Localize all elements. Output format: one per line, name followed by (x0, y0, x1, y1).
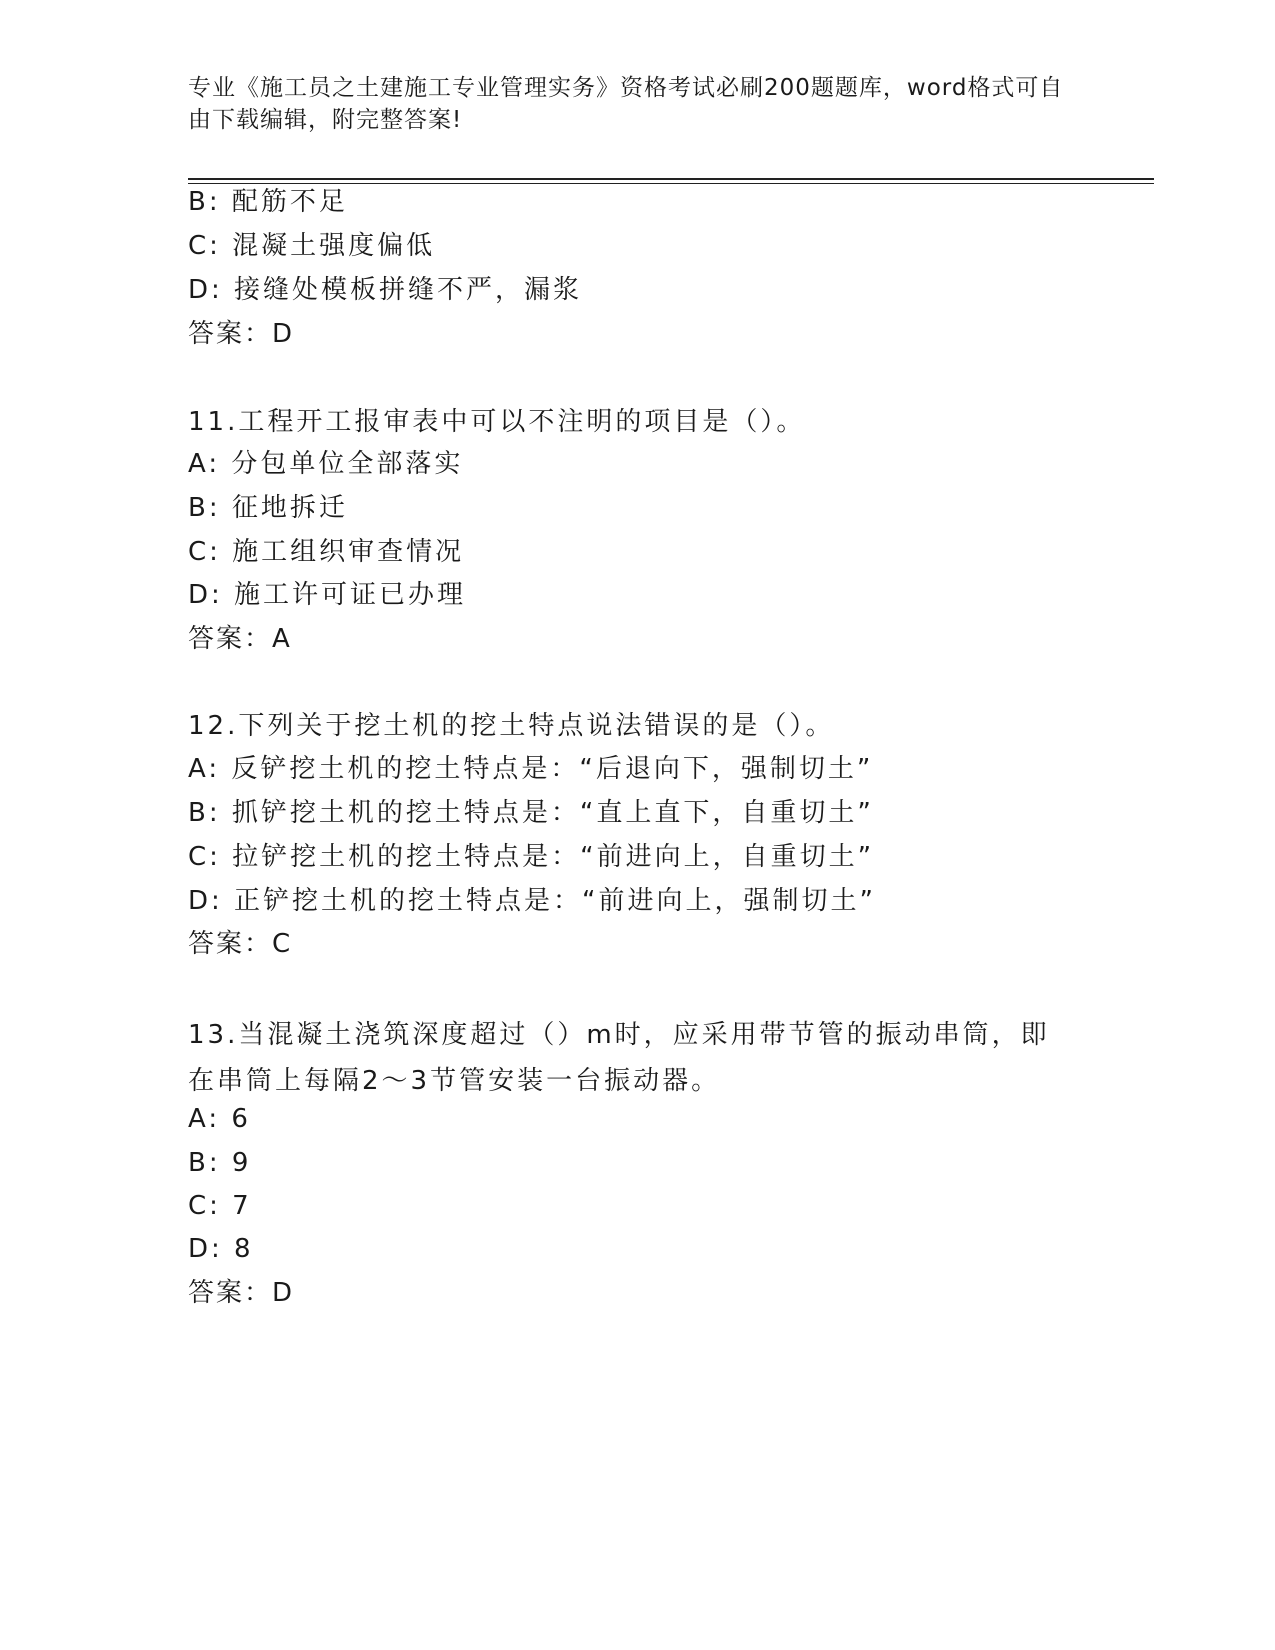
q13-option-b: B: 9 (188, 1148, 252, 1178)
q13-question: 13.当混凝土浇筑深度超过（）m时，应采用带节管的振动串筒，即在串筒上每隔2～3节管安装一台振动器。 (188, 1020, 1050, 1096)
q11-option-b: B: 征地拆迁 (188, 493, 348, 523)
q10-option-d: D: 接缝处模板拼缝不严，漏浆 (188, 275, 583, 305)
q11-answer: 答案：A (188, 624, 292, 654)
q13-option-d: D: 8 (188, 1234, 254, 1264)
q12-option-b: B: 抓铲挖土机的挖土特点是：“直上直下，自重切土” (188, 798, 874, 828)
q10-option-c: C: 混凝土强度偏低 (188, 231, 436, 261)
q11-option-c: C: 施工组织审查情况 (188, 537, 465, 567)
q13-option-a: A: 6 (188, 1104, 251, 1134)
document-header: 专业《施工员之土建施工专业管理实务》资格考试必刷200题题库，word格式可自由下载编辑，附完整答案! (188, 75, 1064, 133)
q13-option-c: C: 7 (188, 1191, 252, 1221)
q12-question: 12.下列关于挖土机的挖土特点说法错误的是（）。 (188, 711, 835, 741)
q10-option-b: B: 配筋不足 (188, 187, 348, 217)
q10-answer: 答案：D (188, 319, 295, 349)
q11-option-d: D: 施工许可证已办理 (188, 580, 467, 610)
q12-option-a: A: 反铲挖土机的挖土特点是：“后退向下，强制切土” (188, 754, 874, 784)
header-divider (188, 178, 1154, 180)
q12-option-c: C: 拉铲挖土机的挖土特点是：“前进向上，自重切土” (188, 842, 875, 872)
q12-answer: 答案：C (188, 929, 293, 959)
q12-option-d: D: 正铲挖土机的挖土特点是：“前进向上，强制切土” (188, 886, 876, 916)
q13-answer: 答案：D (188, 1278, 295, 1308)
q11-question: 11.工程开工报审表中可以不注明的项目是（）。 (188, 407, 806, 437)
q11-option-a: A: 分包单位全部落实 (188, 449, 464, 479)
